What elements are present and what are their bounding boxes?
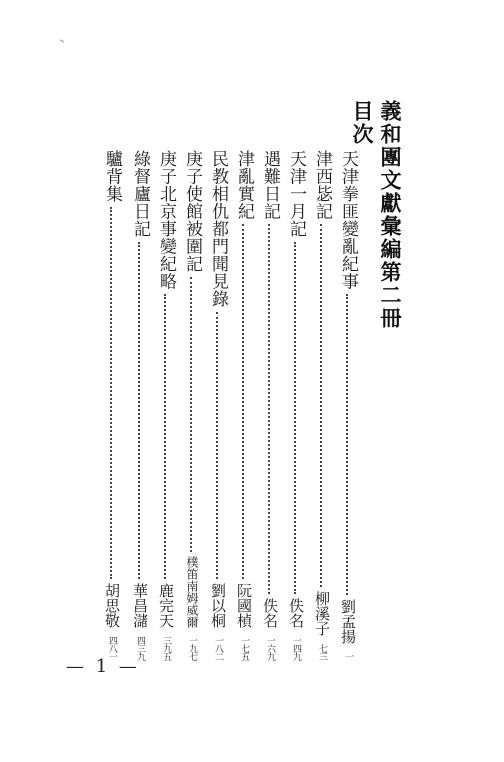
page-title: 義和團文獻彙編第二冊目次 [350, 100, 402, 330]
entry-page: 一七五 [239, 636, 249, 660]
entry-author: 佚名 [261, 598, 279, 628]
dot-leader [346, 294, 350, 595]
entry-page: 三九五 [161, 636, 171, 660]
dot-leader [190, 277, 194, 553]
toc-entry[interactable] [180, 150, 204, 660]
toc-entry[interactable] [154, 150, 178, 660]
entry-page: 一九七 [187, 636, 197, 660]
toc-entry[interactable] [232, 150, 256, 660]
entry-author: 劉以桐 [209, 583, 227, 628]
entry-author: 阮國楨 [235, 583, 253, 628]
toc-entry[interactable] [310, 150, 334, 660]
entry-author: 樸笛南姆威爾 [185, 556, 199, 628]
toc-entry[interactable] [100, 150, 124, 660]
entry-title: 庚子使館被圍記 [182, 150, 202, 273]
entry-page: 四八一 [107, 636, 117, 660]
dot-leader [294, 242, 298, 595]
entry-author: 柳溪子 [313, 591, 331, 636]
dot-leader [320, 224, 324, 587]
entry-title: 天津一月記 [286, 150, 306, 238]
entry-author: 胡思敬 [103, 583, 121, 628]
entry-page: 一 [343, 652, 353, 660]
entry-author: 鹿完天 [157, 583, 175, 628]
toc-entry[interactable] [258, 150, 282, 660]
entry-title: 天津拳匪變亂紀事 [338, 150, 358, 290]
entry-page: 四三九 [135, 636, 145, 660]
toc-entry[interactable] [336, 150, 360, 660]
entry-page: 一八二 [213, 636, 223, 660]
entry-author: 佚名 [287, 598, 305, 628]
dot-leader [268, 224, 272, 594]
entry-title: 遇難日記 [260, 150, 280, 220]
dot-leader [138, 242, 142, 580]
entry-author: 劉孟揚 [339, 599, 357, 644]
page-number: — 1 — [66, 656, 140, 677]
entry-title: 驢背集 [102, 150, 122, 203]
toc-entry[interactable] [128, 150, 152, 660]
dot-leader [164, 294, 168, 579]
entry-title: 庚子北京事變紀略 [156, 150, 176, 290]
entry-title: 綠督廬日記 [130, 150, 150, 238]
entry-title: 津亂實紀 [234, 150, 254, 220]
toc-entry[interactable] [284, 150, 308, 660]
dot-leader [216, 312, 220, 580]
entry-author: 華昌㶆 [131, 583, 149, 628]
dot-leader [110, 207, 114, 580]
toc-entry[interactable] [206, 150, 230, 660]
dot-leader [242, 224, 246, 579]
entry-page: 一四九 [291, 636, 301, 660]
entry-title: 民教相仇都門聞見錄 [208, 150, 228, 308]
entry-page: 一六九 [265, 636, 275, 660]
entry-page: 七三 [317, 644, 327, 660]
scan-speck [60, 39, 64, 43]
entry-title: 津西毖記 [312, 150, 332, 220]
table-of-contents [0, 150, 504, 680]
